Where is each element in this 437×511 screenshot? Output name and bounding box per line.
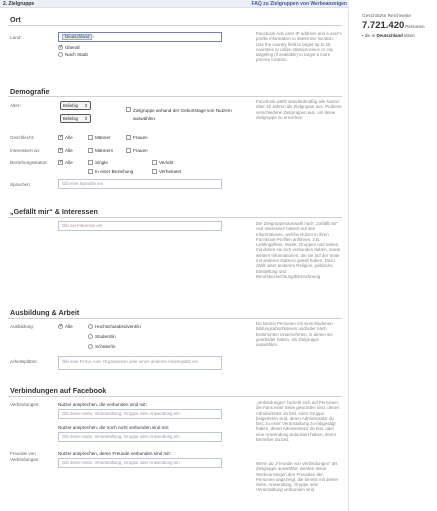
age-to-value: Beliebig bbox=[63, 116, 78, 121]
friends-input[interactable]: Gib deine Seite, Veranstaltung, Gruppe oder Anwendung ein bbox=[58, 458, 222, 468]
interessen-help-text: Die Zielgruppenauswahl nach „Gefällt mir“ und Interessen basiert auf den Informationen, welche Nutzer in ihren Facebook-Profilen anführen, z.B. Lieblingsfilme, Musik, Gruppen und Seiten, mit denen sie sich verbunden haben, sowie weitere Informationen, die sie auf der Seite mit anderen Nutzern geteilt haben. Dazu zählt unter anderem Religion, politische Einstellung und Berufsbezeichnung/Bezeichnung. bbox=[256, 221, 341, 279]
edu-student-radio[interactable] bbox=[88, 334, 93, 339]
divider bbox=[8, 217, 342, 218]
edu-pupil-radio[interactable] bbox=[88, 344, 93, 349]
edu-all-label: Alle bbox=[65, 324, 73, 329]
edu-pupil-label: Schüler/in bbox=[95, 344, 116, 349]
edu-graduate-radio[interactable] bbox=[88, 324, 93, 329]
country-input[interactable] bbox=[58, 32, 222, 42]
not-connected-input[interactable]: Gib deine Seite, Veranstaltung, Gruppe oder Anwendung ein bbox=[58, 432, 222, 442]
rel-married-checkbox[interactable] bbox=[152, 169, 157, 174]
rel-all-checkbox[interactable] bbox=[58, 160, 63, 165]
geschlecht-label: Geschlecht: bbox=[10, 135, 35, 140]
gender-all-label: Alle bbox=[65, 135, 73, 140]
remove-token-icon[interactable]: × bbox=[92, 34, 95, 39]
verbindungen-help-text: „Verbindungen“ bezieht sich auf Personen, die Fans einer Seite geworden sind, denen Administrator du bist, einer Gruppe beigetreten sind, deren Administrator du bist, zu einer Veranstaltung zu-/abgesagt haben, deren Administrator du bist, oder eine Anwendung autorisiert haben, deren Betreiber du bist. bbox=[256, 400, 340, 443]
gender-men-checkbox[interactable] bbox=[88, 135, 93, 140]
rel-relationship-checkbox[interactable] bbox=[88, 169, 93, 174]
edu-student-label: Student/in bbox=[95, 334, 116, 339]
interest-women-checkbox[interactable] bbox=[126, 148, 131, 153]
reach-count bbox=[362, 20, 434, 31]
reach-prefix: die in bbox=[364, 33, 376, 38]
option-city-label: Nach Stadt bbox=[65, 52, 88, 57]
section-title-demografie: Demografie bbox=[10, 87, 50, 96]
interest-all-checkbox[interactable] bbox=[58, 148, 63, 153]
rel-relationship-label: In einer Beziehung bbox=[95, 169, 134, 174]
reach-location-line: • die in Deutschland leben bbox=[362, 33, 415, 38]
divider bbox=[8, 96, 342, 97]
land-label: Land: bbox=[10, 35, 22, 40]
age-to-select[interactable] bbox=[60, 114, 91, 123]
gender-men-label: Männer bbox=[95, 135, 111, 140]
interest-input[interactable]: Gib ein Interesse ein bbox=[58, 221, 222, 231]
connected-text: Nutzer ansprechen, die verbunden sind mit: bbox=[58, 402, 147, 407]
alter-label: Alter: bbox=[10, 103, 21, 108]
rel-engaged-label: Verlobt bbox=[159, 160, 174, 165]
option-everywhere-label: Überall bbox=[65, 45, 80, 50]
beziehung-label: Beziehungsstatus: bbox=[10, 160, 48, 165]
rel-all-label: Alle bbox=[65, 160, 73, 165]
rel-single-checkbox[interactable] bbox=[88, 160, 93, 165]
connected-input[interactable]: Gib deine Seite, Veranstaltung, Gruppe oder Anwendung ein bbox=[58, 409, 222, 419]
reach-caption: Geschätzte Reichweite bbox=[362, 14, 412, 19]
step-title: 2. Zielgruppe bbox=[3, 1, 35, 7]
divider bbox=[8, 396, 342, 397]
age-from-value: Beliebig bbox=[63, 103, 78, 108]
gender-women-checkbox[interactable] bbox=[126, 135, 131, 140]
interest-women-label: Frauen bbox=[133, 148, 148, 153]
rel-married-label: Verheiratet bbox=[159, 169, 182, 174]
birthday-targeting-label: Zielgruppe anhand der Geburtstage von Nutzern auswählen bbox=[133, 108, 232, 121]
age-from-select[interactable] bbox=[60, 101, 91, 110]
verbindungen-label: Verbindungen: bbox=[10, 402, 40, 407]
reach-number: 7.721.420 bbox=[362, 20, 405, 31]
language-input[interactable]: Gib eine Sprache ein bbox=[58, 179, 222, 189]
reach-unit: Personen bbox=[405, 24, 425, 29]
workplace-input[interactable]: Gib eine Firma, eine Organisation oder einen anderen Arbeitsplatz ein bbox=[58, 356, 222, 370]
section-title-interessen: „Gefällt mir“ & Interessen bbox=[10, 207, 98, 216]
gender-women-label: Frauen bbox=[133, 135, 148, 140]
reach-estimate bbox=[362, 14, 434, 38]
demografie-help-text: Facebook wählt standardmäßig alle Nutzer über 18 Jahren als Zielgruppe aus. Probiere verschiedene Zielgruppen aus, um deine Zielgruppe zu erreichen. bbox=[256, 99, 342, 120]
rel-single-label: Single bbox=[95, 160, 108, 165]
interest-men-checkbox[interactable] bbox=[88, 148, 93, 153]
ausbildung-label: Ausbildung: bbox=[10, 324, 35, 329]
radio-everywhere[interactable] bbox=[58, 45, 63, 50]
edu-all-radio[interactable] bbox=[58, 324, 63, 329]
birthday-targeting-checkbox[interactable] bbox=[126, 107, 131, 112]
reach-suffix: leben bbox=[404, 33, 415, 38]
section-title-verbindungen: Verbindungen auf Facebook bbox=[10, 386, 107, 395]
reach-country: Deutschland bbox=[376, 33, 403, 38]
interessiert-label: Interessiert an: bbox=[10, 148, 41, 153]
not-connected-text: Nutzer ansprechen, die noch nicht verbunden sind mit: bbox=[58, 425, 170, 430]
ausbildung-help-text: Du kannst Personen mit verschiedenen Bildungsabschlüssen und/oder nach bestimmten Unternehmen, in denen sie gearbeitet haben, als Zielgruppe auswählen. bbox=[256, 321, 333, 348]
rel-engaged-checkbox[interactable] bbox=[152, 160, 157, 165]
select-arrow-icon: ⇕ bbox=[84, 116, 88, 121]
step-header bbox=[0, 0, 349, 8]
interest-men-label: Männern bbox=[95, 148, 114, 153]
interest-all-label: Alle bbox=[65, 148, 73, 153]
select-arrow-icon: ⇕ bbox=[84, 103, 88, 108]
divider bbox=[8, 318, 342, 319]
section-title-ausbildung: Ausbildung & Arbeit bbox=[10, 308, 80, 317]
country-token: Deutschland bbox=[62, 34, 92, 40]
freunde-label: Freunde von Verbindungen: bbox=[10, 451, 40, 462]
radio-by-city[interactable] bbox=[58, 52, 63, 57]
faq-link[interactable]: FAQ zu Zielgruppen von Werbeanzeigen bbox=[251, 1, 347, 7]
freunde-help-text: Wenn du „Freunde von Verbindungen“ als Zielgruppe auswählst, werden deine Werbeanzeigen den Freunden der Personen angezeigt, die bereits mit deiner Seite, Anwendung, Gruppe oder Veranstaltung verbunden sind. bbox=[256, 461, 339, 493]
gender-all-checkbox[interactable] bbox=[58, 135, 63, 140]
arbeit-label: Arbeitsplätze: bbox=[10, 359, 38, 364]
section-title-ort: Ort bbox=[10, 15, 21, 24]
sprachen-label: Sprachen: bbox=[10, 182, 31, 187]
ort-help-text: Facebook Ads uses IP address and a user's profile information to determine location. Use the country field to target up to 25 countries or utilize state/province or city targeting (if available) to target a more precise location. bbox=[256, 31, 342, 63]
divider bbox=[8, 25, 342, 26]
targeting-form bbox=[0, 9, 349, 511]
edu-graduate-label: Hochschulabsolvent/in bbox=[95, 324, 141, 329]
friends-text: Nutzer ansprechen, deren Freunde verbunden sind mit: bbox=[58, 451, 171, 456]
